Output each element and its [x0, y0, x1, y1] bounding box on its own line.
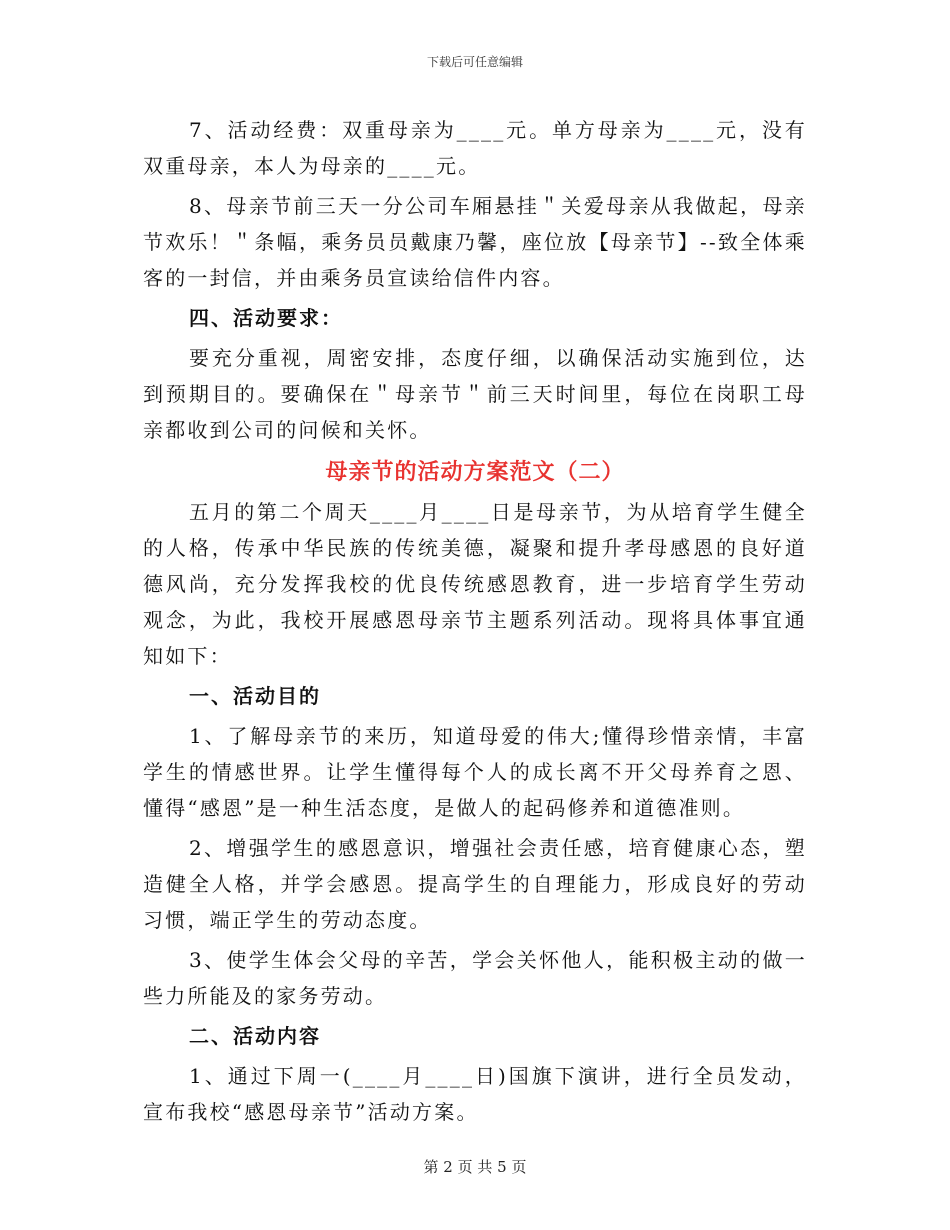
section-heading-content: 二、活动内容 — [189, 1024, 321, 1048]
document-body — [143, 112, 807, 1134]
goal-item-1: 1、了解母亲节的来历，知道母爱的伟大;懂得珍惜亲情，丰富学生的情感世界。让学生懂得每个人的成长离不开父母养育之恩、懂得“感恩”是一种生活态度，是做人的起码修养和道德准则。 — [143, 724, 807, 820]
list-item-7-expenses: 7、活动经费：双重母亲为____元。单方母亲为____元，没有双重母亲，本人为母亲的____元。 — [143, 118, 807, 178]
page-header-note: 下载后可任意编辑 — [426, 55, 523, 69]
content-item-1: 1、通过下周一(____月____日)国旗下演讲，进行全员发动，宣布我校“感恩母亲节”活动方案。 — [143, 1064, 807, 1124]
goal-item-3: 3、使学生体会父母的辛苦，学会关怀他人，能积极主动的做一些力所能及的家务劳动。 — [143, 948, 807, 1008]
section-heading-requirements: 四、活动要求： — [189, 306, 343, 330]
page-number: 第 2 页 共 5 页 — [423, 1158, 527, 1176]
list-item-8-banner: 8、母亲节前三天一分公司车厢悬挂＂关爱母亲从我做起，母亲节欢乐！＂条幅，乘务员员戴康乃馨，座位放【母亲节】--致全体乘客的一封信，并由乘务员宣读给信件内容。 — [143, 194, 807, 290]
intro-paragraph: 五月的第二个周天____月____日是母亲节，为从培育学生健全的人格，传承中华民族的传统美德，凝聚和提升孝母感恩的良好道德风尚，充分发挥我校的优良传统感恩教育，进一步培育学生劳动观念，为此，我校开展感恩母亲节主题系列活动。现将具体事宜通知如下： — [143, 500, 807, 668]
requirements-paragraph: 要充分重视，周密安排，态度仔细，以确保活动实施到位，达到预期目的。要确保在＂母亲节＂前三天时间里，每位在岗职工母亲都收到公司的问候和关怀。 — [143, 346, 807, 442]
section-heading-goals: 一、活动目的 — [189, 684, 321, 708]
document-title: 母亲节的活动方案范文（二） — [325, 459, 625, 485]
goal-item-2: 2、增强学生的感恩意识，增强社会责任感，培育健康心态，塑造健全人格，并学会感恩。提高学生的自理能力，形成良好的劳动习惯，端正学生的劳动态度。 — [143, 836, 807, 932]
